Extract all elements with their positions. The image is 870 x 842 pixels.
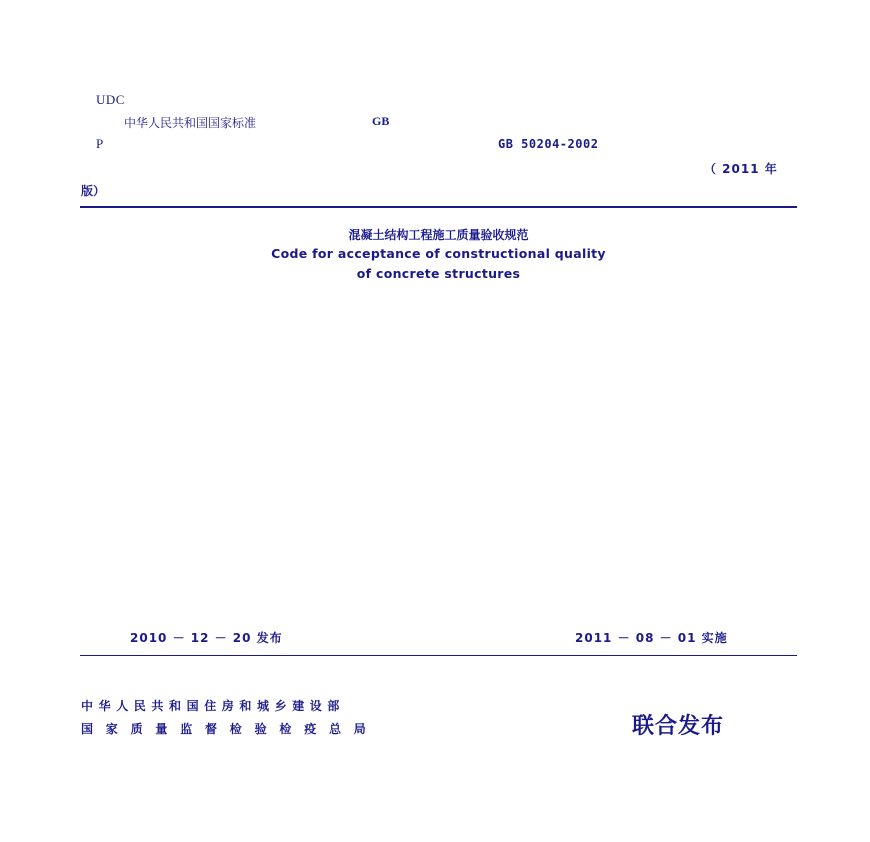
edition-label-part1: （ 2011 年 bbox=[704, 162, 778, 176]
issuer-ministry: 中华人民共和国住房和城乡建设部 bbox=[81, 699, 346, 713]
title-english-line1: Code for acceptance of constructional quality bbox=[271, 246, 606, 261]
title-chinese: 混凝土结构工程施工质量验收规范 bbox=[348, 228, 529, 242]
issue-date: 2010 － 12 － 20 发布 bbox=[130, 631, 283, 645]
p-mark: P bbox=[96, 136, 104, 151]
standard-name: 中华人民共和国国家标准 bbox=[124, 116, 257, 130]
edition-label-part2: 版） bbox=[81, 184, 106, 198]
bottom-divider bbox=[80, 655, 797, 656]
standard-number: GB 50204-2002 bbox=[498, 137, 599, 151]
joint-release-label: 联合发布 bbox=[632, 714, 725, 739]
gb-mark: GB bbox=[372, 114, 390, 128]
top-divider bbox=[80, 206, 797, 208]
issuer-aqsiq: 国家质量监督检验检疫总局 bbox=[81, 722, 379, 736]
title-english-line2: of concrete structures bbox=[356, 266, 521, 281]
udc-label: UDC bbox=[96, 92, 125, 107]
implementation-date: 2011 － 08 － 01 实施 bbox=[575, 631, 728, 645]
